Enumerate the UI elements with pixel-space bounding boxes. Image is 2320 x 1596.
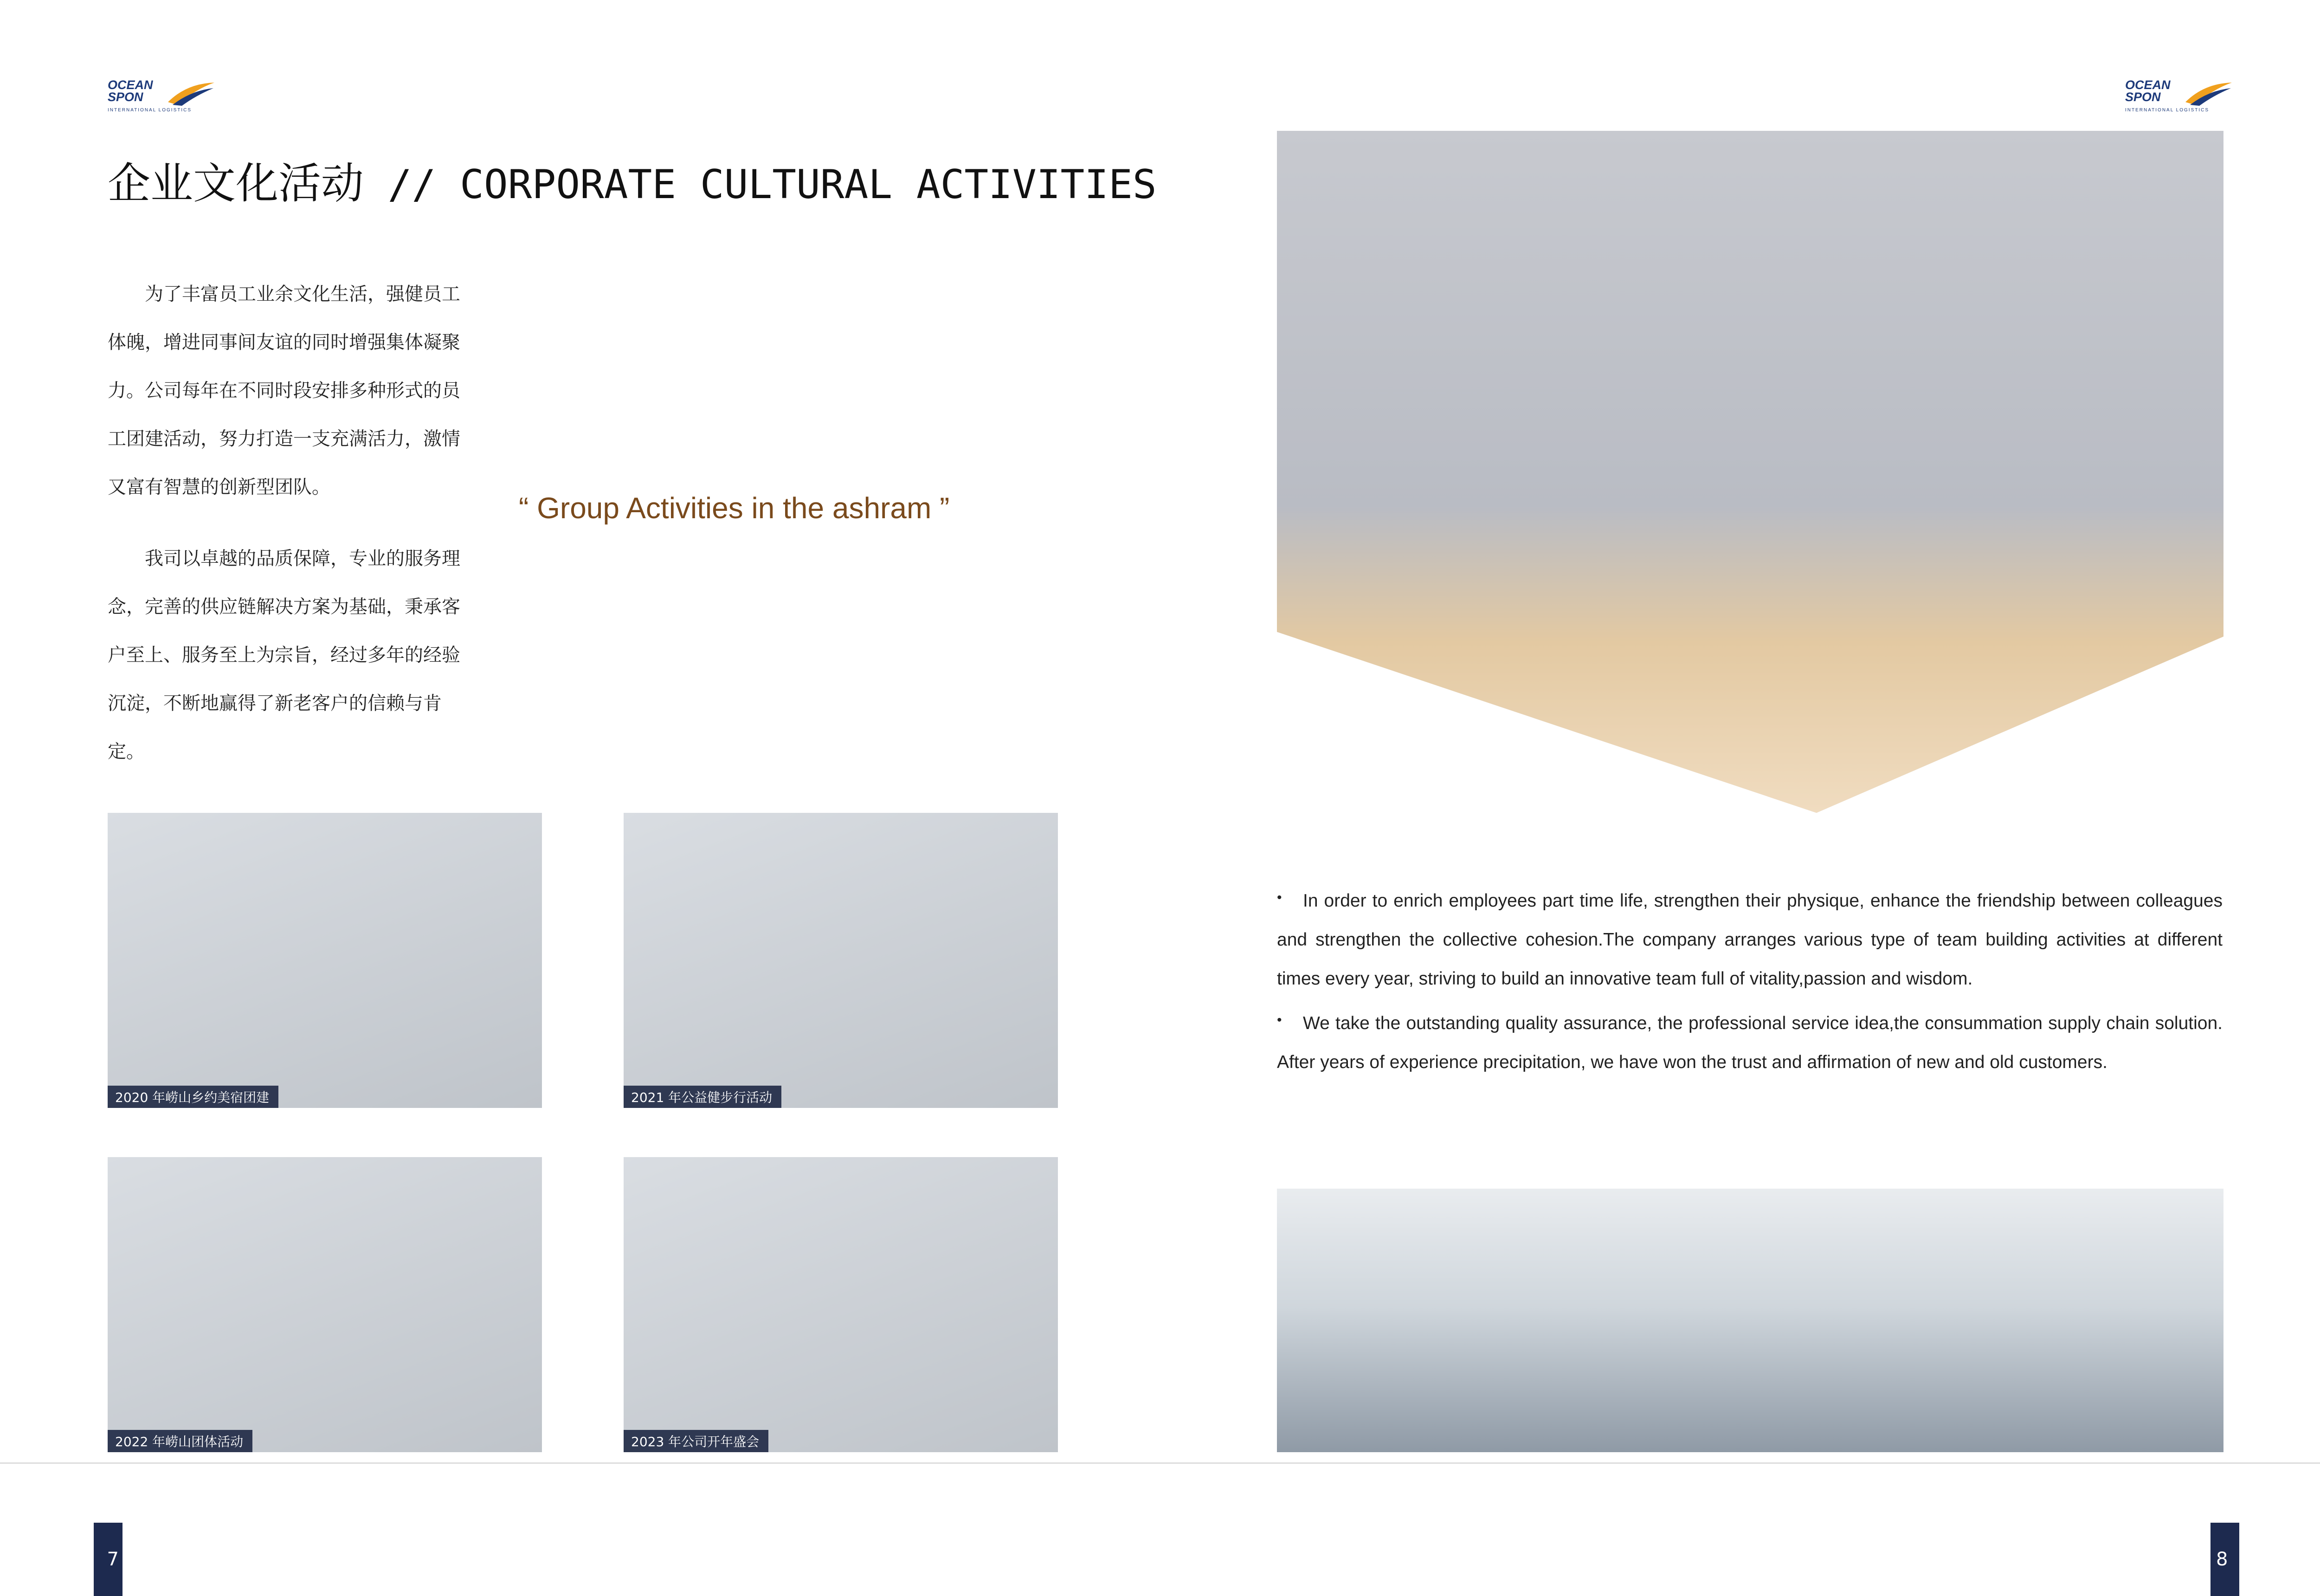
photo-basketball-team [1277,131,2223,813]
photo-caption: 2020 年崂山乡约美宿团建 [108,1086,278,1108]
page-number-right: 8 [2210,1523,2239,1596]
activities-quote: “ Group Activities in the ashram ” [519,491,950,525]
bullet-icon: • [1277,890,1282,905]
photo-placeholder [1277,1189,2223,1452]
photo-caption: 2023 年公司开年盛会 [624,1430,768,1452]
photo-placeholder [108,1157,542,1452]
photo-2021-charity-walk [624,813,1058,1108]
company-logo-left [108,79,214,116]
photo-2023-annual-gala [624,1157,1058,1452]
company-logo-right [2125,79,2232,116]
title-cn: 企业文化活动 [108,159,364,208]
logo-subtitle: INTERNATIONAL LOGISTICS [2125,108,2210,113]
photo-placeholder [624,813,1058,1108]
logo-subtitle: INTERNATIONAL LOGISTICS [108,108,192,113]
intro-paragraph-en-2: • We take the outstanding quality assurance, the professional service idea,the consummation supply chain solution. After years of experience precipitation, we have won the trust and affirmation of new and old customers. [1277,1004,2223,1082]
intro-paragraph-cn-1: 为了丰富员工业余文化生活，强健员工体魄，增进同事间友谊的同时增强集体凝聚力。公司每年在不同时段安排多种形式的员工团建活动，努力打造一支充满活力，激情又富有智慧的创新型团队。 [108,283,460,498]
photo-2020-team-building [108,813,542,1108]
photo-office [1277,1189,2223,1452]
intro-paragraph-cn-2: 我司以卓越的品质保障，专业的服务理念，完善的供应链解决方案为基础，秉承客户至上、服务至上为宗旨，经过多年的经验沉淀，不断地赢得了新老客户的信赖与肯定。 [108,548,460,762]
footer-divider [0,1462,2320,1464]
photo-placeholder [1277,131,2223,813]
photo-caption: 2021 年公益健步行活动 [624,1086,781,1108]
swoosh-icon [2185,79,2232,107]
logo-wordmark: OCEAN SPON [2125,78,2171,104]
intro-paragraph-en-1: • In order to enrich employees part time life, strengthen their physique, enhance the friendship between colleagues and strengthen the collective cohesion.The company arranges various type of team building activities at different times every year, striving to build an innovative team full of vitality,passion and wisdom. [1277,882,2223,998]
title-separator: // [364,161,460,208]
photo-caption: 2022 年崂山团体活动 [108,1430,252,1452]
page-title [108,149,1157,211]
logo-wordmark: OCEAN SPON [108,78,153,104]
photo-2022-group-activity [108,1157,542,1452]
page-number-left: 7 [94,1523,122,1596]
swoosh-icon [168,79,214,107]
photo-placeholder [624,1157,1058,1452]
photo-placeholder [108,813,542,1108]
title-en: CORPORATE CULTURAL ACTIVITIES [460,161,1157,208]
bullet-icon: • [1277,1012,1282,1028]
